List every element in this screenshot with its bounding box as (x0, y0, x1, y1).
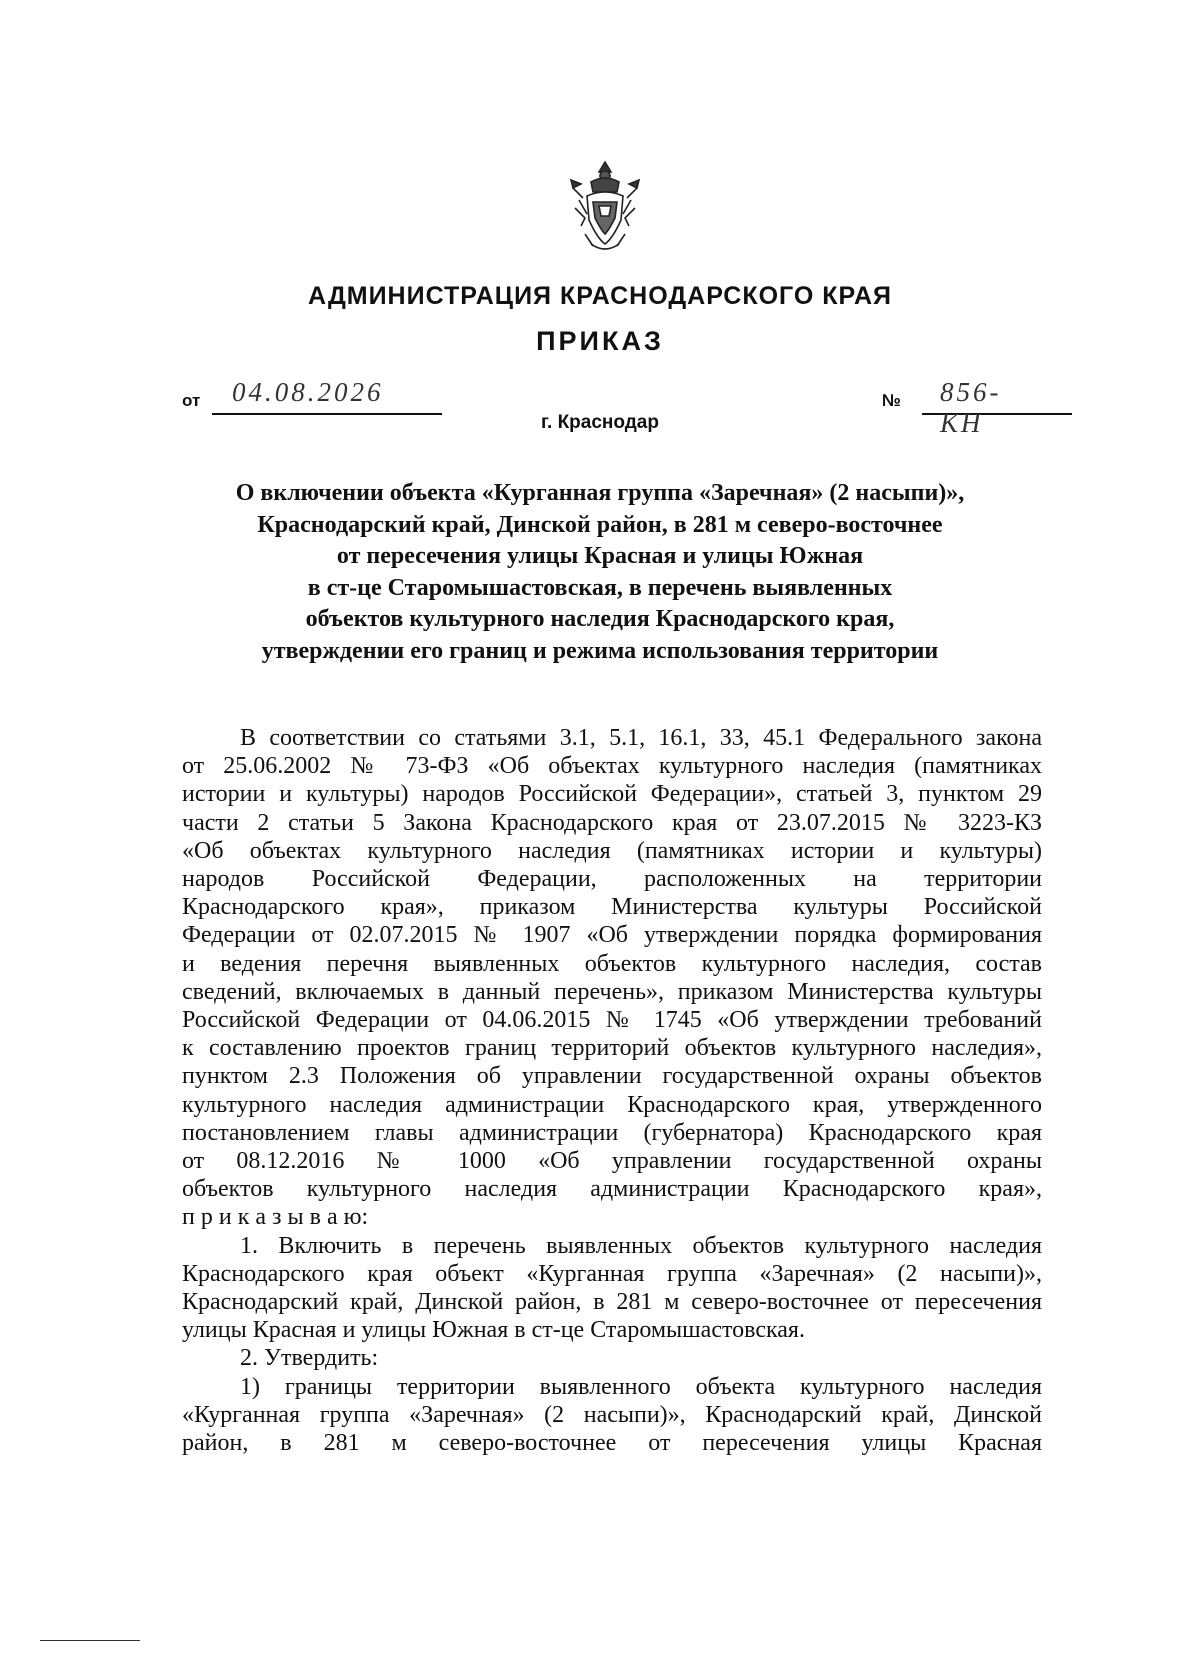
body-line: постановлением главы администрации (губернатора) Краснодарского края (182, 1119, 1042, 1146)
body-line: 1. Включить в перечень выявленных объектов культурного наследия (240, 1232, 1042, 1259)
body-line: «Об объектах культурного наследия (памятниках истории и культуры) (182, 837, 1042, 864)
title-line: О включении объекта «Курганная группа «Заречная» (2 насыпи)», (235, 480, 965, 506)
handwritten-number: 856-КН (940, 377, 1002, 438)
title-line: от пересечения улицы Красная и улицы Южная (336, 543, 864, 569)
document-type: ПРИКАЗ (536, 326, 664, 356)
organization-name: АДМИНИСТРАЦИЯ КРАСНОДАРСКОГО КРАЯ (307, 282, 893, 310)
title-line: в ст-це Старомышастовская, в перечень выявленных (307, 574, 893, 601)
body-line: от 08.12.2016 № 1000 «Об управлении государственной охраны (182, 1148, 1042, 1175)
body-line: Краснодарский край, Динской район, в 281 м северо-восточнее от пересечения (182, 1289, 1042, 1316)
body-line: Российской Федерации от 04.06.2015 № 1745 «Об утверждении требований (182, 1007, 1042, 1034)
title-line: утверждении его границ и режима использования территории (261, 637, 939, 664)
body-line: и ведения перечня выявленных объектов культурного наследия, состав (182, 950, 1042, 977)
body-line: В соответствии со статьями 3.1, 5.1, 16.1, 33, 45.1 Федерального закона (240, 725, 1042, 751)
krasnodar-coat-of-arms-icon (565, 158, 645, 258)
footnote-separator (40, 1640, 140, 1641)
document-body (182, 724, 1042, 1457)
title-line: Краснодарский край, Динской район, в 281 м северо-восточнее (257, 511, 943, 538)
body-line: культурного наследия администрации Краснодарского края, утвержденного (182, 1091, 1042, 1118)
number-label: № (882, 391, 901, 410)
body-line: к составлению проектов границ территорий объектов культурного наследия», (182, 1035, 1042, 1062)
body-line: народов Российской Федерации, расположенных на территории (182, 866, 1042, 893)
body-line: 2. Утвердить: (240, 1345, 379, 1372)
body-line: 1) границы территории выявленного объекта культурного наследия (240, 1373, 1042, 1400)
body-line: Краснодарского края», приказом Министерства культуры Российской (182, 894, 1042, 921)
date-label: от (182, 391, 201, 410)
document-title (160, 478, 1040, 667)
handwritten-date: 04.08.2026 (232, 377, 384, 407)
body-line: объектов культурного наследия администрации Краснодарского края», (182, 1176, 1042, 1203)
body-line: «Курганная группа «Заречная» (2 насыпи)», Краснодарский край, Динской (182, 1401, 1042, 1428)
body-line: улицы Красная и улицы Южная в ст-це Старомышастовская. (182, 1317, 805, 1344)
body-line: п р и к а з ы в а ю: (182, 1204, 369, 1231)
body-line: истории и культуры) народов Российской Федерации», статьей 3, пунктом 29 (182, 781, 1042, 808)
body-line: пунктом 2.3 Положения об управлении государственной охраны объектов (182, 1063, 1042, 1090)
body-line: район, в 281 м северо-восточнее от пересечения улицы Красная (182, 1430, 1042, 1457)
body-line: Краснодарского края объект «Курганная группа «Заречная» (2 насыпи)», (182, 1260, 1042, 1287)
body-line: Федерации от 02.07.2015 № 1907 «Об утверждении порядка формирования (182, 922, 1042, 949)
title-line: объектов культурного наследия Краснодарского края, (305, 606, 895, 632)
body-line: части 2 статьи 5 Закона Краснодарского края от 23.07.2015 № 3223-КЗ (182, 809, 1042, 836)
city: г. Краснодар (541, 412, 659, 433)
body-line: сведений, включаемых в данный перечень», приказом Министерства культуры (182, 978, 1042, 1005)
body-line: от 25.06.2002 № 73-ФЗ «Об объектах культурного наследия (памятниках (182, 753, 1042, 780)
